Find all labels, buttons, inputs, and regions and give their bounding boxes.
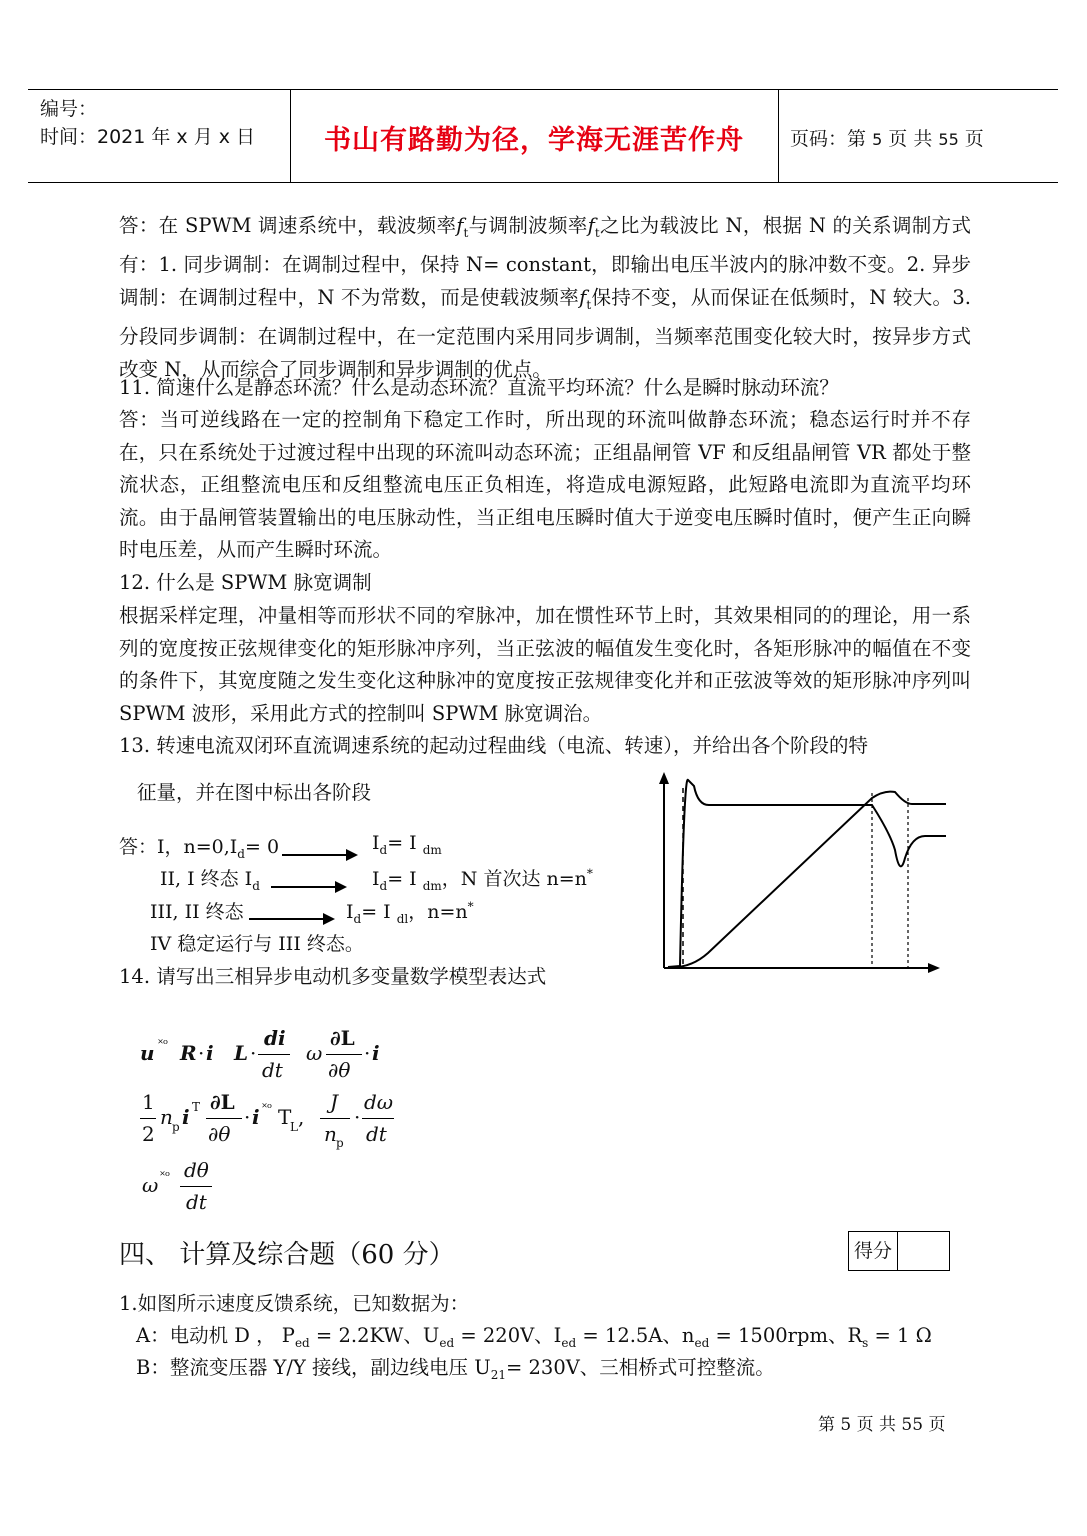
formula-angle: ω ˟ᵒ dθ dt	[140, 1158, 240, 1218]
header-motto-cell	[290, 90, 779, 182]
answer-12: 根据采样定理，冲量相等而形状不同的窄脉冲，加在惯性环节上时，其效果相同的的理论，用一系列的宽度按正弦规律变化的矩形脉冲序列，当正弦波的幅值发生变化时，各矩形脉冲的幅值在不变的条件下，其宽度随之发生变化这种脉冲的宽度按正弦规律变化并和正弦波等效的矩形脉冲序列叫 SPWM 波形，采用此方式的控制叫 SPWM 脉宽调治。	[119, 604, 971, 725]
section-4-title: 四、 计算及综合题（60 分）	[119, 1240, 455, 1270]
question-13-line1: 13. 转速电流双闭环直流调速系统的起动过程曲线（电流、转速），并给出各个阶段的特	[119, 734, 868, 757]
stage-2-left: II, I 终态 $I_d$	[160, 868, 260, 893]
x-axis-arrow	[928, 963, 940, 973]
score-box	[848, 1231, 950, 1271]
page-code: 页码：第 5 页 共 55 页	[790, 128, 984, 150]
speed-curve	[668, 792, 946, 968]
current-curve	[668, 780, 946, 967]
header-info-cell	[28, 90, 291, 182]
y-axis-arrow	[659, 772, 669, 784]
question-13-line2: 征量，并在图中标出各阶段	[137, 781, 372, 804]
stage-1-arrow	[282, 854, 356, 856]
page-total: 55	[938, 130, 959, 149]
serial-label: 编号：	[40, 98, 98, 120]
formula-torque: 1 2 n p i T ∂L ∂θ · i ˟ᵒ T L , J n p · dω dt	[142, 1090, 394, 1150]
formula-voltage: u ˟ᵒ R · i L · di dt ω ∂L ∂θ · i	[140, 1026, 380, 1082]
startup-curve-chart	[650, 768, 950, 978]
answer-11: 答：当可逆线路在一定的控制角下稳定工作时，所出现的环流叫做静态环流；稳态运行时并不存在，只在系统处于过渡过程中出现的环流叫动态环流；正组晶闸管 VF 和反组晶闸管 VR 都处于整流状态，正组整流电压和反组整流电压正负相连，将造成电源短路，此短路电流即为直流平均环流。由于晶闸管装置输出的电压脉动性，当正组电压瞬时值大于逆变电压瞬时值时，便产生正向瞬时电压差，从而产生瞬时环流。	[119, 408, 971, 561]
page-header	[28, 89, 1058, 183]
header-page-cell	[778, 90, 1058, 182]
question-11: 11. 简速什么是静态环流？什么是动态环流？直流平均环流？什么是瞬时脉动环流？	[119, 376, 839, 399]
question-12: 12. 什么是 SPWM 脉宽调制	[119, 571, 372, 594]
stage-3-arrow	[249, 918, 333, 920]
date-label: 时间：2021 年 x 月 x 日	[40, 126, 256, 148]
answer-10: 答：在 SPWM 调速系统中，载波频率$f_t$与调制波频率$f_t$之比为载波比 N，根据 N 的关系调制方式有：1. 同步调制：在调制过程中，保持 N= constant，即输出电压半波内的脉冲数不变。2. 异步调制：在调制过程中，N 不为常数，而是使载波频率$f_t$保持不变，从而保证在低频时，N 较大。3. 分段同步调制：在调制过程中，在一定范围内采用同步调制，当频率范围变化较大时，按异步方式改变 N，从而综合了同步调制和异步调制的优点。	[119, 214, 971, 381]
question-14: 14. 请写出三相异步电动机多变量数学模型表达式	[119, 965, 547, 988]
stage-3-right: $I_d= I$ $_{dl}$，n=n*	[346, 899, 474, 926]
stage-2-right: $I_d= I$ $_{dm}$，N 首次达 n=n*	[372, 866, 593, 893]
problem-1-intro: 1.如图所示速度反馈系统，已知数据为：	[119, 1292, 470, 1315]
stage-1-left: 答：I，$n=0,I_d= 0$	[119, 836, 280, 861]
score-label: 得分	[849, 1232, 898, 1270]
stage-1-right: $I_d= I$ $_{dm}$	[372, 832, 442, 857]
page-current: 5	[872, 130, 883, 149]
stage-3-left: III, II 终态	[150, 901, 244, 923]
problem-1-line-b: B：整流变压器 Y/Y 接线，副边线电压 $U_{21}= 230V$、三相桥式可控整流。	[136, 1356, 775, 1382]
problem-1-line-a: A：电动机 D ， $P_{ed} = 2.2KW$、$U_{ed} = 220V$、$I_{ed} = 12.5A$、$n_{ed} = 1500rpm$、$R_s = 1$ Ω	[136, 1324, 932, 1350]
stage-4: IV 稳定运行与 III 终态。	[150, 933, 364, 955]
motto: 书山有路勤为径，学海无涯苦作舟	[324, 125, 744, 156]
page-footer: 第 5 页 共 55 页	[818, 1415, 946, 1435]
stage-2-arrow	[271, 886, 345, 888]
